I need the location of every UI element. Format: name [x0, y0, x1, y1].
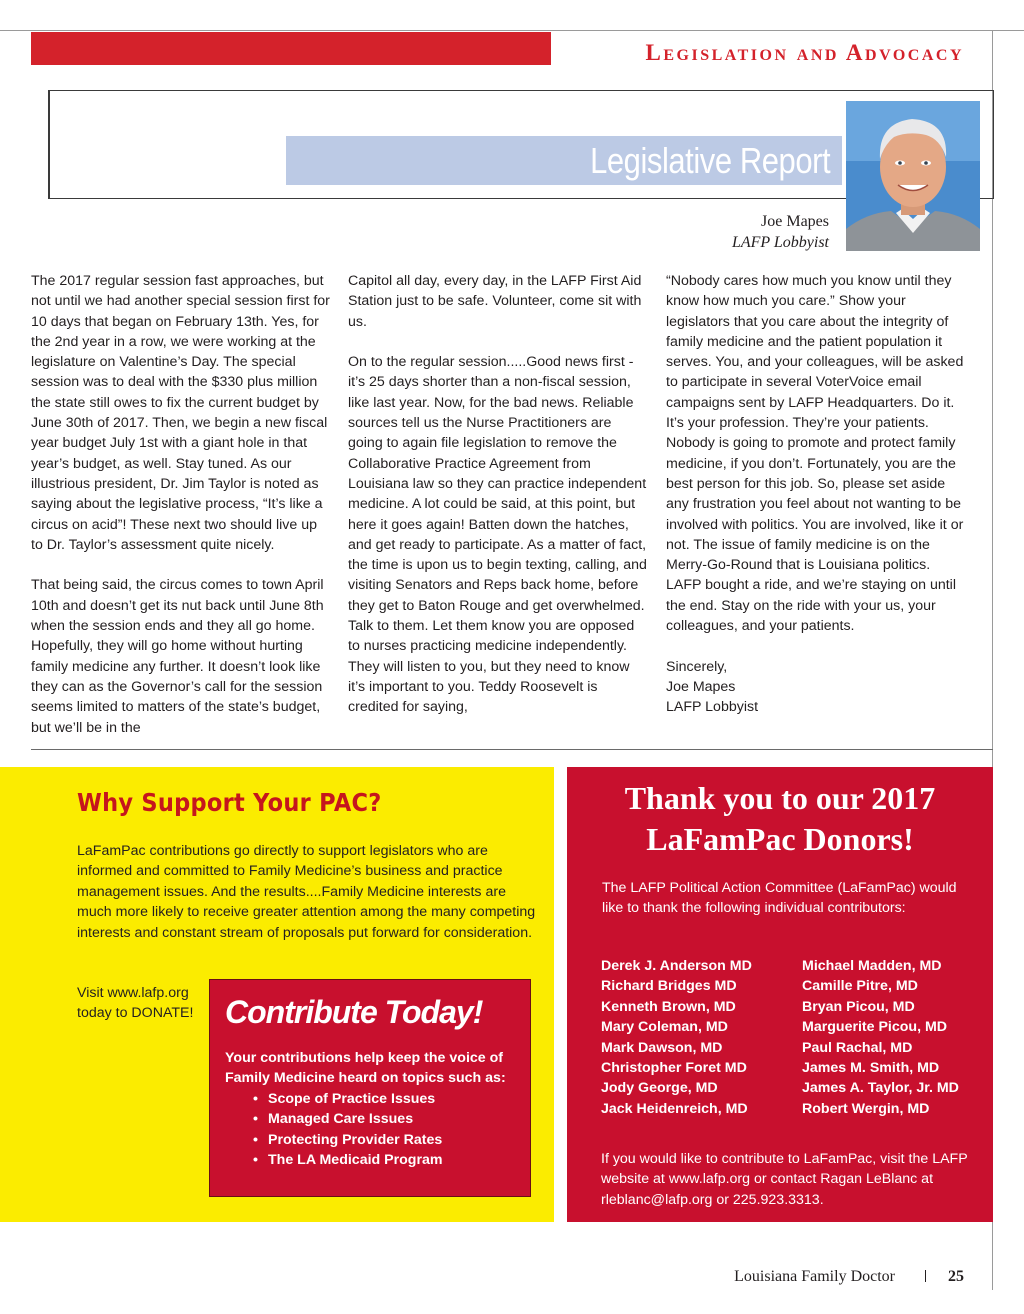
- article-paragraph: “Nobody cares how much you know until they know how much you care.” Show your legislators that you care about the integrity of family medicine and the patient population it serves. You, and your colleagues, will be asked to participate in several VoterVoice email campaigns sent by LAFP Headquarters. Do it. It’s your profession. They’re your patients. Nobody is going to promote and protect family medicine, if you don’t. Fortunately, you are the best person for this job. So, please set aside any frustration you feel about not wanting to be involved with politics. You are involved, like it or not. The issue of family medicine is on the Merry-Go-Round that is Louisiana politics. LAFP bought a ride, and we’re staying on until the end. Stay on the ride with your us, your colleagues, and your patients.: [666, 273, 964, 635]
- article-column-2: [348, 271, 650, 718]
- signature-role: LAFP Lobbyist: [666, 699, 759, 716]
- donor-name: Kenneth Brown, MD: [601, 998, 736, 1015]
- article-paragraph: The 2017 regular session fast approaches, but not until we had another special session first for 10 days that began on February 13th. Yes, for the 2nd year in a row, we were working at the legislature on Valentine’s Day. The special session was to deal with the $330 plus million the state still owes to fix the current budget by June 30th of 2017. Then, we begin a new fiscal year budget July 1st with a giant hole in that year’s budget, as well. Stay tuned. As our illustrious president, Dr. Jim Taylor is noted as saying about the legislative process, “It’s like a circus on acid”! These next two should live up to Dr. Taylor’s assessment quite nicely.: [31, 273, 330, 553]
- donor-name: Robert Wergin, MD: [802, 1100, 930, 1117]
- author-photo: [846, 101, 980, 251]
- donor-name: Jack Heidenreich, MD: [601, 1100, 748, 1117]
- author-role: LAFP Lobbyist: [731, 234, 829, 251]
- pac-title: Why Support Your PAC?: [77, 788, 382, 817]
- donor-name: Paul Rachal, MD: [802, 1039, 913, 1056]
- donor-name: Michael Madden, MD: [802, 958, 942, 974]
- donor-name: Christopher Foret MD: [601, 1060, 747, 1077]
- donor-name: Derek J. Anderson MD: [601, 958, 752, 974]
- author-byline: [600, 211, 829, 253]
- donors-contact: If you would like to contribute to LaFamPac, visit the LAFP website at www.lafp.org or contact Ragan LeBlanc at rleblanc@lafp.org or 225.923.3313.: [601, 1151, 968, 1208]
- section-label: Legislation and Advocacy: [645, 40, 964, 65]
- footer-separator: [925, 1270, 926, 1282]
- donor-name: Jody George, MD: [601, 1080, 718, 1097]
- author-name: Joe Mapes: [761, 213, 829, 230]
- donor-name: James M. Smith, MD: [802, 1060, 940, 1077]
- article-paragraph: That being said, the circus comes to town April 10th and doesn’t get its nut back until June 8th when the session ends and they all go home. Hopefully, they will go home without hurting family medicine any further. It doesn’t look like they can as the Governor’s call for the session seems limited to matters of the state’s budget, but we’ll be in the: [31, 577, 324, 736]
- publication-name: Louisiana Family Doctor: [734, 1268, 895, 1285]
- report-title: Legislative Report: [589, 140, 830, 181]
- page-number: 25: [948, 1268, 964, 1285]
- donor-name: Richard Bridges MD: [601, 978, 737, 995]
- contribute-topic-list: [253, 1089, 523, 1171]
- article-closing: Sincerely,: [666, 658, 728, 675]
- signature-name: Joe Mapes: [666, 678, 736, 695]
- contribute-topic: • Managed Care Issues: [253, 1109, 523, 1129]
- top-rule: [0, 30, 1024, 31]
- article-column-3: [666, 271, 968, 718]
- donors-intro: The LAFP Political Action Committee (LaFamPac) would like to thank the following individual contributors:: [602, 880, 957, 917]
- author-portrait-image: [846, 101, 980, 251]
- article-paragraph: Capitol all day, every day, in the LAFP First Aid Station just to be safe. Volunteer, come sit with us.: [348, 273, 642, 330]
- article-paragraph: On to the regular session.....Good news first - it’s 25 days shorter than a non-fiscal session, like last year. Now, for the bad news. Reliable sources tell us the Nurse Practitioners are going to again file legislation to remove the Collaborative Practice Agreement from Louisiana law so they can practice independent medicine. A lot could be said, at this point, but here it goes again! Batten down the hatches, and get ready to participate. As a matter of fact, the time is upon us to begin texting, calling, and visiting Senators and Reps back home, before they get to Baton Rouge and get overwhelmed. Talk to them. Let them know you are opposed to nurses practicing medicine independently. They will listen to you, but they need to know it’s important to you. Teddy Roosevelt is credited for saying,: [348, 354, 647, 716]
- donor-name: Marguerite Picou, MD: [802, 1019, 948, 1036]
- contribute-box: [209, 979, 531, 1197]
- article-column-1: [31, 271, 331, 738]
- contribute-body: Your contributions help keep the voice of Family Medicine heard on topics such as:: [225, 1050, 506, 1087]
- donor-name: Mary Coleman, MD: [601, 1019, 728, 1036]
- section-divider: [31, 749, 993, 750]
- page-footer: [600, 1268, 964, 1286]
- contribute-topic: • Protecting Provider Rates: [253, 1130, 523, 1150]
- contribute-topic: • The LA Medicaid Program: [253, 1150, 523, 1170]
- section-color-bar: [31, 32, 551, 65]
- pac-body: LaFamPac contributions go directly to support legislators who are informed and committed to Family Medicine’s business and practice management issues. And the results....Family Medicine interests are much more likely to receive greater attention among the many competing interests and constant stream of proposals put forward for consideration.: [77, 843, 536, 941]
- donor-name: James A. Taylor, Jr. MD: [802, 1080, 959, 1097]
- report-title-banner: [286, 136, 842, 185]
- contribute-title: Contribute Today!: [225, 994, 483, 1030]
- donor-list-left: [601, 956, 796, 1119]
- donors-title: Thank you to our 2017 LaFamPac Donors!: [624, 780, 936, 857]
- contribute-topic: • Scope of Practice Issues: [253, 1089, 523, 1109]
- donor-name: Mark Dawson, MD: [601, 1039, 723, 1056]
- donor-name: Camille Pitre, MD: [802, 978, 918, 995]
- donate-link-text[interactable]: Visit www.lafp.org today to DONATE!: [77, 985, 194, 1022]
- donor-name: Bryan Picou, MD: [802, 998, 915, 1015]
- donor-list-right: [802, 956, 987, 1119]
